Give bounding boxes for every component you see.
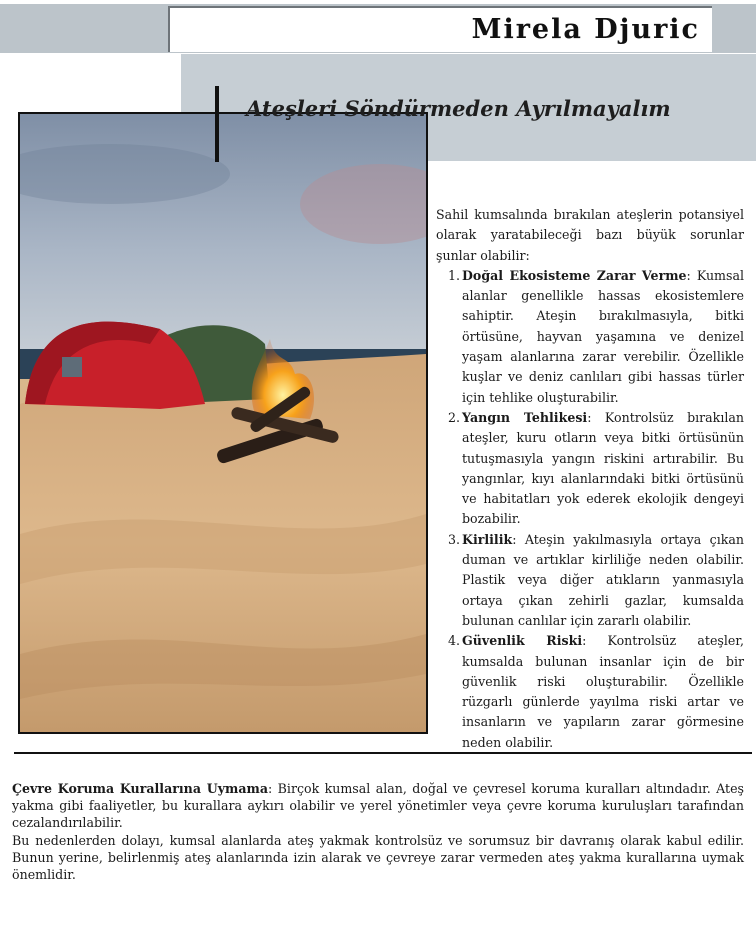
item-text: : Ateşin yakılmasıyla ortaya çıkan duman ve artıklar kirliliğe neden olabilir. Plastik veya diğer atıkların yanmasıyla ortaya çıkan zehirli gazlar, kumsalda bulunan canlılar için zararlı olabilir. (462, 531, 744, 628)
bottom-paragraph-1 (12, 780, 744, 832)
item-heading: Yangın Tehlikesi (462, 409, 588, 425)
article-body (436, 205, 744, 753)
title-accent-bar (215, 86, 219, 162)
item-number: 2. (448, 409, 461, 425)
beach-campfire-image (18, 112, 428, 734)
bottom-section (12, 780, 744, 883)
list-item (436, 408, 744, 530)
item-text: : Kontrolsüz ateşler, kumsalda bulunan insanlar için de bir güvenlik riski oluşturabilir. Özellikle rüzgarlı günlerde yayılma riski artar ve insanların ve yapıların zarar görmesine neden olabilir. (462, 633, 744, 750)
list-item (436, 530, 744, 631)
bottom-text-1: : Birçok kumsal alan, doğal ve çevresel koruma kuralları altındadır. Ateş yakma gibi faaliyetler, bu kurallara aykırı olabilir ve yerel yönetimler veya çevre koruma kuruluşları tarafından cezalandırılabilir. (12, 781, 744, 831)
item-number: 3. (448, 531, 461, 547)
item-heading: Kirlilik (462, 531, 513, 547)
bottom-paragraph-2: Bu nedenlerden dolayı, kumsal alanlarda ateş yakmak kontrolsüz ve sorumsuz bir davranış olarak kabul edilir. Bunun yerine, belirlenmiş ateş alanlarında izin alarak ve çevreye zarar vermeden ateş yakma kurallarına uymak önemlidir. (12, 832, 744, 883)
item-text: : Kontrolsüz bırakılan ateşler, kuru otların veya bitki örtüsünün tutuşmasıyla yangın riskini artırabilir. Bu yangınlar, kıyı alanlarındaki bitki örtüsünü ve habitatları yok ederek ekolojik dengeyi bozabilir. (462, 409, 744, 527)
issue-list (436, 266, 744, 753)
item-number: 1. (448, 267, 461, 283)
list-item (436, 266, 744, 408)
item-heading: Doğal Ekosisteme Zarar Verme (462, 267, 687, 283)
article-title: Ateşleri Söndürmeden Ayrılmayalım (246, 96, 671, 121)
list-item (436, 631, 744, 753)
bottom-heading: Çevre Koruma Kurallarına Uymama (12, 781, 269, 796)
item-heading: Güvenlik Riski (462, 633, 583, 649)
author-name: Mirela Djuric (471, 14, 700, 45)
author-box (168, 6, 712, 52)
intro-paragraph: Sahil kumsalında bırakılan ateşlerin potansiyel olarak yaratabileceği bazı büyük sorunlar şunlar olabilir: (436, 207, 744, 263)
item-text: : Kumsal alanlar genellikle hassas ekosistemlere sahiptir. Ateşin bırakılmasıyla, bitki örtüsüne, hayvan yaşamına ve denizel yaşam alanlarına zarar verebilir. Özellikle kuşlar ve deniz canlıları gibi hassas türler için tehlike oluşturabilir. (462, 267, 744, 405)
section-divider (14, 752, 752, 754)
item-number: 4. (448, 633, 461, 649)
